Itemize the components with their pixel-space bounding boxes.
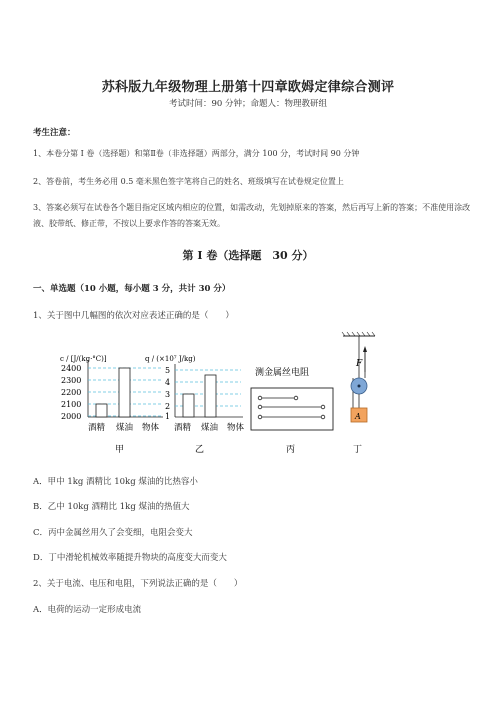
- yi-ylabel: q / (×10⁷ J/kg): [145, 355, 196, 363]
- option-c[interactable]: C．丙中金属丝用久了会变细，电阻会变大: [33, 528, 193, 538]
- bing-board: [251, 388, 333, 430]
- question-1-stem: 1、关于图中几幅图的依次对应表述正确的是（ ）: [33, 311, 234, 321]
- figure-bing: [251, 366, 333, 455]
- page-title: 苏科版九年级物理上册第十四章欧姆定律综合测评: [101, 80, 395, 95]
- yi-tick: 4: [165, 378, 171, 387]
- figure-ding: [342, 332, 375, 455]
- yi-tick: 1: [165, 412, 171, 421]
- jia-caption: 甲: [115, 445, 125, 455]
- jia-tick: 2200: [61, 388, 82, 397]
- yi-bar-label: 酒精: [174, 423, 192, 433]
- jia-ylabel: c / [J/(kg·°C)]: [60, 355, 107, 363]
- exam-info: 考试时间：90 分钟；命题人：物理教研组: [168, 99, 328, 109]
- yi-bar-alcohol: [183, 394, 194, 417]
- question-1-figure: [33, 330, 473, 458]
- jia-tick: 2400: [61, 364, 82, 373]
- jia-bar-kerosene: [119, 368, 130, 417]
- ding-force-label: F: [356, 359, 363, 369]
- part-title: 第 I 卷（选择题 30 分）: [182, 249, 314, 262]
- jia-bar-label: 煤油: [116, 423, 134, 433]
- yi-bar-kerosene: [205, 375, 216, 417]
- jia-tick: 2300: [61, 376, 82, 385]
- yi-axis-label: 物体: [227, 423, 245, 433]
- jia-axis-label: 物体: [142, 423, 160, 433]
- ding-caption: 丁: [353, 445, 363, 455]
- figure-yi: [145, 355, 245, 455]
- yi-tick: 3: [165, 390, 171, 399]
- jia-bar-label: 酒精: [88, 423, 106, 433]
- option-a[interactable]: A．甲中 1kg 酒精比 10kg 煤油的比热容小: [33, 477, 198, 487]
- bing-label: 测金属丝电阻: [255, 368, 310, 378]
- yi-tick: 2: [165, 402, 171, 411]
- option-a[interactable]: A．电荷的运动一定形成电流: [33, 605, 142, 615]
- yi-tick: 5: [165, 366, 171, 375]
- arrow-icon: [363, 346, 367, 352]
- notice-item: 3、答案必须写在试卷各个题目指定区域内相应的位置，如需改动，先划掉原来的答案，然后再写上新的答案；不准使用涂改液、胶带纸、修正带，不按以上要求作答的答案无效。: [33, 203, 471, 228]
- bing-caption: 丙: [286, 445, 296, 455]
- yi-bar-label: 煤油: [201, 423, 219, 433]
- question-2-stem: 2、关于电流、电压和电阻，下列说法正确的是（ ）: [33, 579, 243, 589]
- notice-heading: 考生注意：: [33, 128, 76, 138]
- notice-item: 1、本卷分第 I 卷（选择题）和第Ⅱ卷（非选择题）两部分，满分 100 分，考试时间 90 分钟: [33, 149, 360, 158]
- notice-item: 2、答卷前，考生务必用 0.5 毫米黑色签字笔将自己的姓名、班级填写在试卷规定位置上: [33, 177, 344, 186]
- yi-caption: 乙: [195, 445, 205, 455]
- figure-jia: [60, 355, 163, 455]
- jia-bar-alcohol: [96, 404, 107, 417]
- option-d[interactable]: D．丁中滑轮机械效率随提升物块的高度变大而变大: [33, 553, 227, 563]
- jia-tick: 2000: [61, 412, 82, 421]
- section-heading: 一、单选题（10 小题，每小题 3 分，共计 30 分）: [33, 284, 231, 294]
- jia-tick: 2100: [61, 400, 82, 409]
- option-b[interactable]: B．乙中 10kg 酒精比 1kg 煤油的热值大: [33, 502, 190, 512]
- ding-block-label: A: [355, 412, 361, 421]
